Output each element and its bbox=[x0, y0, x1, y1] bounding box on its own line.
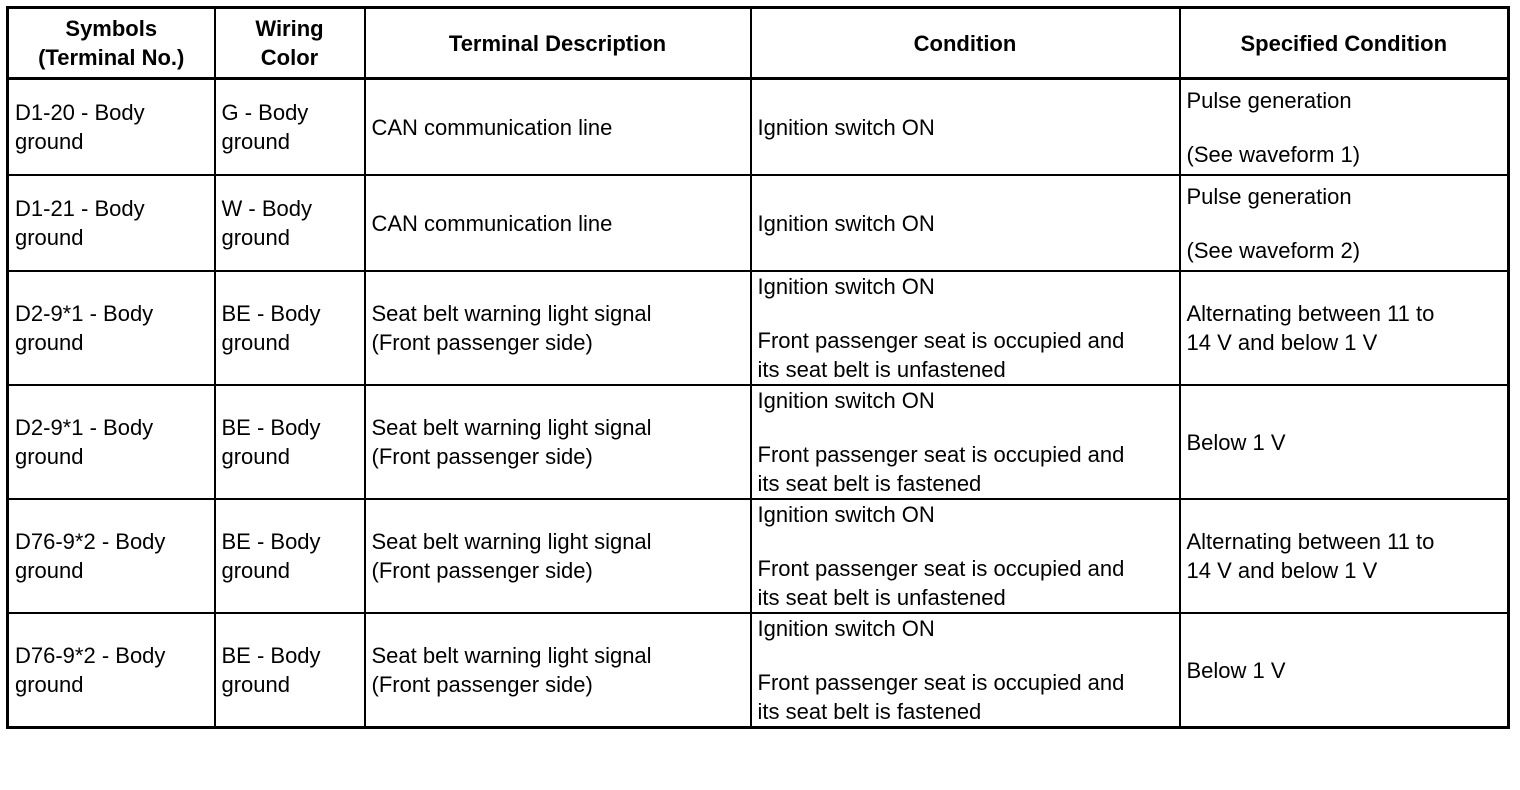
cell-condition-line1: Ignition switch ON bbox=[757, 210, 935, 236]
cell-condition-line3: its seat belt is unfastened bbox=[757, 357, 1006, 382]
table-header-row bbox=[8, 8, 1509, 79]
cell-condition-line1: Ignition switch ON bbox=[757, 114, 935, 140]
cell-symbol-line2: ground bbox=[15, 672, 84, 697]
cell-condition-line3: its seat belt is fastened bbox=[757, 471, 982, 496]
cell-wiring-line2: ground bbox=[221, 129, 291, 154]
cell-condition bbox=[751, 499, 1180, 613]
cell-condition-line1: Ignition switch ON bbox=[757, 274, 935, 299]
cell-spec-line1: Below 1 V bbox=[1186, 429, 1286, 455]
cell-description-line1: Seat belt warning light signal bbox=[371, 415, 652, 440]
cell-wiring-line2: ground bbox=[221, 330, 291, 355]
cell-description-line1: CAN communication line bbox=[371, 114, 613, 140]
cell-condition-line1: Ignition switch ON bbox=[757, 616, 935, 641]
table-row bbox=[8, 499, 1509, 613]
header-condition: Condition bbox=[751, 8, 1180, 79]
cell-wiring-line1: BE - Body bbox=[221, 643, 321, 668]
terminal-spec-table bbox=[6, 6, 1510, 729]
cell-spec-line2: 14 V and below 1 V bbox=[1186, 558, 1378, 583]
cell-condition-line1: Ignition switch ON bbox=[757, 502, 935, 527]
header-wiring-line1: Wiring bbox=[255, 16, 324, 41]
cell-symbol-line1: D2-9*1 - Body bbox=[15, 301, 154, 326]
cell-wiring-line2: ground bbox=[221, 444, 291, 469]
cell-spec-line1: Alternating between 11 to bbox=[1186, 529, 1435, 554]
cell-description-line2: (Front passenger side) bbox=[371, 330, 593, 355]
cell-symbol-line1: D1-21 - Body bbox=[15, 196, 145, 221]
cell-condition-line2: Front passenger seat is occupied and bbox=[757, 328, 1125, 353]
table-row bbox=[8, 613, 1509, 728]
cell-symbol-line2: ground bbox=[15, 444, 84, 469]
cell-symbol-line2: ground bbox=[15, 558, 84, 583]
cell-symbol-line2: ground bbox=[15, 330, 84, 355]
cell-description-line2: (Front passenger side) bbox=[371, 444, 593, 469]
cell-description-line1: Seat belt warning light signal bbox=[371, 643, 652, 668]
cell-symbol bbox=[8, 499, 215, 613]
cell-symbol bbox=[8, 175, 215, 271]
cell-description bbox=[365, 271, 751, 385]
cell-wiring-line1: BE - Body bbox=[221, 415, 321, 440]
cell-description bbox=[365, 499, 751, 613]
cell-wiring-line2: ground bbox=[221, 558, 291, 583]
cell-wiring-line2: ground bbox=[221, 225, 291, 250]
cell-description bbox=[365, 79, 751, 176]
cell-symbol-line2: ground bbox=[15, 129, 84, 154]
cell-wiring-color bbox=[215, 385, 365, 499]
cell-wiring-color bbox=[215, 79, 365, 176]
cell-symbol-line2: ground bbox=[15, 225, 84, 250]
cell-description-line1: CAN communication line bbox=[371, 210, 613, 236]
header-specified-condition: Specified Condition bbox=[1180, 8, 1509, 79]
cell-description-line1: Seat belt warning light signal bbox=[371, 301, 652, 326]
cell-description bbox=[365, 385, 751, 499]
cell-wiring-line1: BE - Body bbox=[221, 301, 321, 326]
cell-condition-line2: Front passenger seat is occupied and bbox=[757, 670, 1125, 695]
cell-wiring-color bbox=[215, 613, 365, 728]
cell-condition bbox=[751, 385, 1180, 499]
cell-specified-condition bbox=[1180, 271, 1509, 385]
cell-symbol bbox=[8, 271, 215, 385]
cell-specified-condition bbox=[1180, 613, 1509, 728]
cell-wiring-line1: BE - Body bbox=[221, 529, 321, 554]
cell-wiring-line2: ground bbox=[221, 672, 291, 697]
header-terminal-description: Terminal Description bbox=[365, 8, 751, 79]
cell-symbol bbox=[8, 385, 215, 499]
cell-description-line1: Seat belt warning light signal bbox=[371, 529, 652, 554]
cell-spec-line1: Alternating between 11 to bbox=[1186, 301, 1435, 326]
cell-condition bbox=[751, 613, 1180, 728]
cell-wiring-color bbox=[215, 499, 365, 613]
cell-condition bbox=[751, 175, 1180, 271]
cell-condition-line2: Front passenger seat is occupied and bbox=[757, 556, 1125, 581]
cell-spec-line2: 14 V and below 1 V bbox=[1186, 330, 1378, 355]
cell-condition bbox=[751, 79, 1180, 176]
cell-wiring-color bbox=[215, 271, 365, 385]
table-row bbox=[8, 385, 1509, 499]
cell-specified-condition bbox=[1180, 175, 1509, 271]
cell-spec-line1: Pulse generation bbox=[1186, 87, 1352, 113]
cell-symbol bbox=[8, 79, 215, 176]
cell-description bbox=[365, 613, 751, 728]
cell-specified-condition bbox=[1180, 499, 1509, 613]
cell-specified-condition bbox=[1180, 79, 1509, 176]
cell-condition-line3: its seat belt is unfastened bbox=[757, 585, 1006, 610]
cell-description bbox=[365, 175, 751, 271]
cell-description-line2: (Front passenger side) bbox=[371, 672, 593, 697]
cell-spec-line2: (See waveform 2) bbox=[1186, 237, 1361, 263]
table-row bbox=[8, 175, 1509, 271]
table-row bbox=[8, 79, 1509, 176]
cell-condition-line1: Ignition switch ON bbox=[757, 388, 935, 413]
cell-spec-line2: (See waveform 1) bbox=[1186, 141, 1361, 167]
cell-symbol-line1: D76-9*2 - Body bbox=[15, 529, 166, 554]
header-wiring-color bbox=[215, 8, 365, 79]
cell-symbol bbox=[8, 613, 215, 728]
header-symbols bbox=[8, 8, 215, 79]
header-symbols-line1: Symbols bbox=[65, 16, 158, 41]
cell-spec-line1: Pulse generation bbox=[1186, 183, 1352, 209]
cell-symbol-line1: D76-9*2 - Body bbox=[15, 643, 166, 668]
header-symbols-line2: (Terminal No.) bbox=[38, 45, 185, 70]
cell-condition-line2: Front passenger seat is occupied and bbox=[757, 442, 1125, 467]
cell-wiring-color bbox=[215, 175, 365, 271]
header-wiring-line2: Color bbox=[260, 45, 319, 70]
cell-description-line2: (Front passenger side) bbox=[371, 558, 593, 583]
table-row bbox=[8, 271, 1509, 385]
cell-symbol-line1: D2-9*1 - Body bbox=[15, 415, 154, 440]
cell-symbol-line1: D1-20 - Body bbox=[15, 100, 145, 125]
cell-specified-condition bbox=[1180, 385, 1509, 499]
cell-condition bbox=[751, 271, 1180, 385]
cell-wiring-line1: G - Body bbox=[221, 100, 309, 125]
cell-wiring-line1: W - Body bbox=[221, 196, 312, 221]
cell-condition-line3: its seat belt is fastened bbox=[757, 699, 982, 724]
cell-spec-line1: Below 1 V bbox=[1186, 657, 1286, 683]
